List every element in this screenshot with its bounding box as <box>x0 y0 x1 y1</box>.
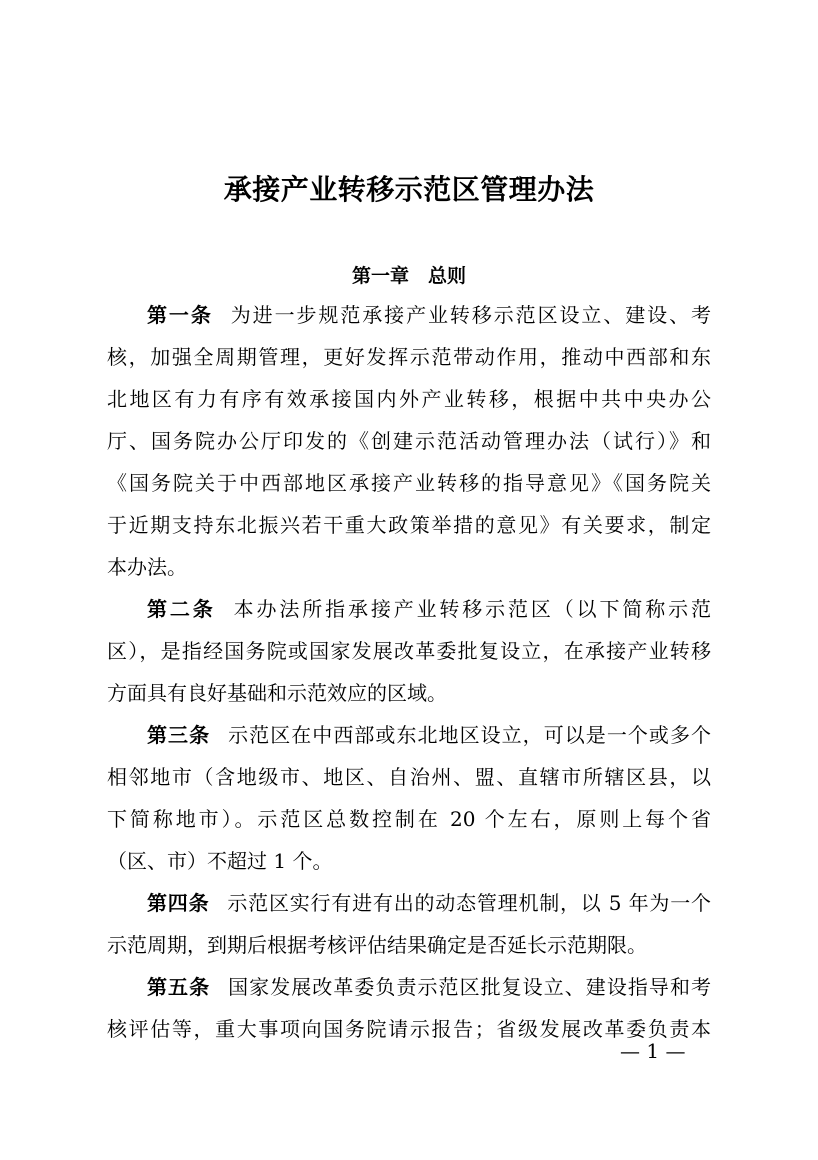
article-label: 第五条 <box>147 975 211 999</box>
article-label: 第四条 <box>147 891 210 915</box>
article-1-line-1 <box>147 299 711 331</box>
article-label: 第二条 <box>147 597 216 621</box>
article-4-line-1 <box>147 887 711 919</box>
article-2-line-1 <box>147 593 711 625</box>
chapter-heading: 第一章 总则 <box>351 265 466 287</box>
article-text: 本办法所指承接产业转移示范区（以下简称示范 <box>233 597 712 621</box>
article-1-line-5: 《国务院关于中西部地区承接产业转移的指导意见》《国务院关 <box>107 471 711 495</box>
article-3-line-4: （区、市）不超过 1 个。 <box>107 849 333 873</box>
document-title: 承接产业转移示范区管理办法 <box>223 173 595 206</box>
article-5-line-2: 核评估等，重大事项向国务院请示报告；省级发展改革委负责本 <box>107 1017 711 1041</box>
article-1-line-6: 于近期支持东北振兴若干重大政策举措的意见》有关要求，制定 <box>107 513 711 537</box>
article-text: 为进一步规范承接产业转移示范区设立、建设、考 <box>230 303 711 327</box>
article-1-line-2: 核，加强全周期管理，更好发挥示范带动作用，推动中西部和东 <box>107 345 711 369</box>
article-label: 第一条 <box>147 303 213 327</box>
article-3-line-1 <box>147 719 711 751</box>
article-text: 示范区实行有进有出的动态管理机制，以 5 年为一个 <box>227 891 711 915</box>
article-1-line-7: 本办法。 <box>107 555 187 579</box>
article-text: 国家发展改革委负责示范区批复设立、建设指导和考 <box>228 975 712 999</box>
article-1-line-4: 厅、国务院办公厅印发的《创建示范活动管理办法（试行）》和 <box>107 429 711 453</box>
article-text: 示范区在中西部或东北地区设立，可以是一个或多个 <box>228 723 712 747</box>
article-4-line-2: 示范周期，到期后根据考核评估结果确定是否延长示范期限。 <box>107 933 647 957</box>
page-number: — 1 — <box>620 1039 686 1063</box>
article-2-line-3: 方面具有良好基础和示范效应的区域。 <box>107 681 447 705</box>
article-3-line-3: 下简称地市）。示范区总数控制在 20 个左右，原则上每个省 <box>107 807 711 831</box>
article-2-line-2: 区），是指经国务院或国家发展改革委批复设立，在承接产业转移 <box>107 639 711 663</box>
article-1-line-3: 北地区有力有序有效承接国内外产业转移，根据中共中央办公 <box>107 387 711 411</box>
article-5-line-1 <box>147 971 711 1003</box>
article-label: 第三条 <box>147 723 211 747</box>
article-3-line-2: 相邻地市（含地级市、地区、自治州、盟、直辖市所辖区县，以 <box>107 765 711 789</box>
